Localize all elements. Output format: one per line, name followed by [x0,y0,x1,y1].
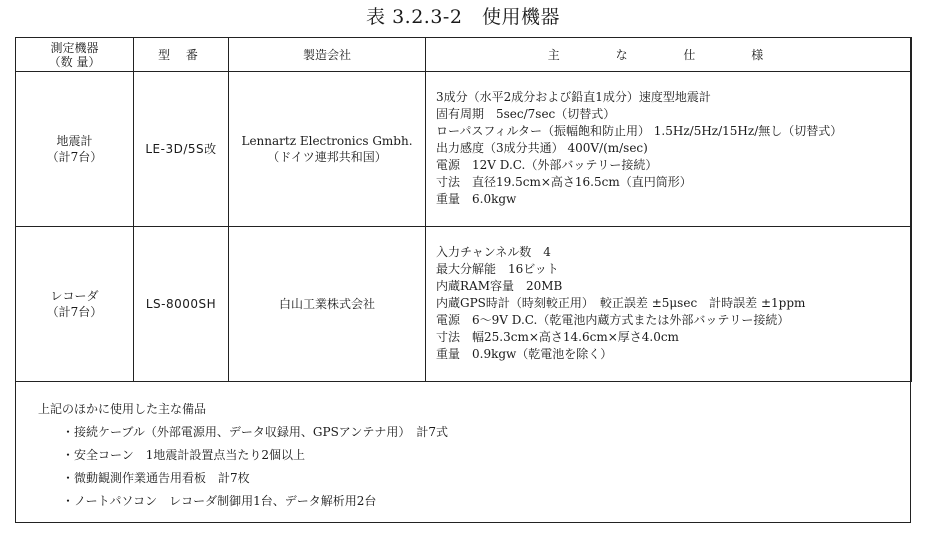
equipment-quantity: （計7台） [46,150,103,164]
spec-line: ローパスフィルター（振幅飽和防止用） 1.5Hz/5Hz/15Hz/無し（切替式） [436,124,843,138]
header-model-label: 型 番 [158,47,204,62]
spec-line: 最大分解能 16ビット [436,262,559,276]
equipment-table [15,37,912,382]
spec-line: 電源 12V D.C.（外部バッテリー接続） [436,158,658,172]
header-model [134,38,229,72]
spec-line: 寸法 直径19.5cm×高さ16.5cm（直円筒形） [436,175,692,189]
header-specs [426,38,912,72]
cell-manufacturer [229,72,426,227]
header-manufacturer [229,38,426,72]
table-row-seismometer [16,72,912,227]
notes-section [38,398,448,513]
notes-heading: 上記のほかに使用した主な備品 [38,402,207,416]
manufacturer-name: 白山工業株式会社 [278,297,375,311]
spec-line: 電源 6～9V D.C.（乾電池内蔵方式または外部バッテリー接続） [436,313,790,327]
spec-line: 重量 6.0kgw [436,192,517,206]
cell-specs [426,72,912,227]
table-row-recorder [16,227,912,382]
spec-line: 出力感度（3成分共通） 400V/(m/sec) [436,141,648,155]
note-item: ・微動観測作業通告用看板 計7枚 [62,471,250,485]
spec-line: 入力チャンネル数 4 [436,245,551,259]
header-manufacturer-label: 製造会社 [302,47,351,62]
header-equipment-line2: （数 量） [48,54,101,69]
table-title: 表 3.2.3-2 使用機器 [366,6,560,28]
manufacturer-country: （ドイツ連邦共和国） [267,150,387,164]
manufacturer-name: Lennartz Electronics Gmbh. [241,134,413,148]
cell-specs [426,227,912,382]
spec-line: 固有周期 5sec/7sec（切替式） [436,107,616,121]
note-item: ・ノートパソコン レコーダ制御用1台、データ解析用2台 [62,494,377,508]
cell-manufacturer [229,227,426,382]
cell-equipment [16,72,134,227]
spec-line: 内蔵GPS時計（時刻較正用） 較正誤差 ±5μsec 計時誤差 ±1ppm [436,296,806,310]
cell-equipment [16,227,134,382]
header-equipment-line1: 測定機器 [50,40,99,55]
cell-model: LS-8000SH [134,227,229,382]
equipment-quantity: （計7台） [46,305,103,319]
equipment-name: レコーダ [50,289,99,303]
header-row [16,38,912,72]
note-item: ・安全コーン 1地震計設置点当たり2個以上 [62,448,306,462]
spec-line: 内蔵RAM容量 20MB [436,279,563,293]
note-item: ・接続ケーブル（外部電源用、データ収録用、GPSアンテナ用） 計7式 [62,425,448,439]
spec-line: 3成分（水平2成分および鉛直1成分）速度型地震計 [436,90,711,104]
header-specs-label: 主 な 仕 様 [547,47,790,62]
cell-model: LE-3D/5S改 [134,72,229,227]
equipment-name: 地震計 [56,134,93,148]
spec-line: 寸法 幅25.3cm×高さ14.6cm×厚さ4.0cm [436,330,679,344]
header-equipment [16,38,134,72]
spec-line: 重量 0.9kgw（乾電池を除く） [436,347,613,361]
